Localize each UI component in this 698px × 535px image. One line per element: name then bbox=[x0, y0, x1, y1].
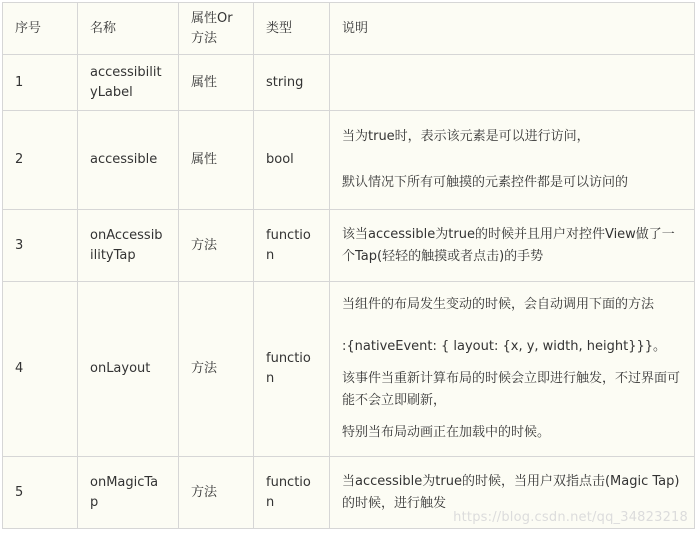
header-kind: 属性Or方法 bbox=[179, 3, 254, 55]
row-index: 1 bbox=[3, 55, 78, 111]
header-index: 序号 bbox=[3, 3, 78, 55]
row-type: function bbox=[254, 282, 330, 457]
row-description bbox=[330, 210, 695, 282]
description-line: 默认情况下所有可触摸的元素控件都是可以访问的 bbox=[342, 175, 629, 190]
row-kind: 方法 bbox=[179, 282, 254, 457]
row-type: function bbox=[254, 457, 330, 529]
row-index: 5 bbox=[3, 457, 78, 529]
row-description bbox=[330, 282, 695, 457]
properties-table bbox=[2, 2, 695, 529]
description-line: 当为true时，表示该元素是可以进行访问， bbox=[342, 129, 590, 144]
description-line: 特别当布局动画正在加载中的时候。 bbox=[342, 425, 551, 440]
description-line: 该事件当重新计算布局的时候会立即进行触发，不过界面可能不会立即刷新， bbox=[342, 371, 681, 408]
table-row bbox=[3, 282, 695, 457]
row-kind: 属性 bbox=[179, 55, 254, 111]
description-line: 当accessible为true的时候，当用户双指点击(Magic Tap)的时候，进行触发 bbox=[342, 473, 680, 511]
row-index: 2 bbox=[3, 111, 78, 210]
row-description bbox=[330, 111, 695, 210]
header-type: 类型 bbox=[254, 3, 330, 55]
row-index: 3 bbox=[3, 210, 78, 282]
description-line: :{nativeEvent: { layout: {x, y, width, height}}}。 bbox=[342, 339, 667, 354]
row-type: string bbox=[254, 55, 330, 111]
row-name: onAccessibilityTap bbox=[78, 210, 179, 282]
row-kind: 方法 bbox=[179, 210, 254, 282]
row-index: 4 bbox=[3, 282, 78, 457]
row-kind: 属性 bbox=[179, 111, 254, 210]
row-kind: 方法 bbox=[179, 457, 254, 529]
watermark: https://blog.csdn.net/qq_34823218 bbox=[453, 510, 688, 525]
row-name: accessibilityLabel bbox=[78, 55, 179, 111]
row-name: accessible bbox=[78, 111, 179, 210]
row-name: onMagicTap bbox=[78, 457, 179, 529]
description-line: 该当accessible为true的时候并且用户对控件View做了一个Tap(轻轻的触摸或者点击)的手势 bbox=[342, 226, 675, 264]
description-line: 当组件的布局发生变动的时候，会自动调用下面的方法 bbox=[342, 297, 655, 312]
table-row bbox=[3, 210, 695, 282]
table-row bbox=[3, 55, 695, 111]
header-description: 说明 bbox=[330, 3, 695, 55]
table-header-row bbox=[3, 3, 695, 55]
row-name: onLayout bbox=[78, 282, 179, 457]
header-name: 名称 bbox=[78, 3, 179, 55]
row-type: bool bbox=[254, 111, 330, 210]
row-type: function bbox=[254, 210, 330, 282]
row-description bbox=[330, 55, 695, 111]
table-row bbox=[3, 111, 695, 210]
